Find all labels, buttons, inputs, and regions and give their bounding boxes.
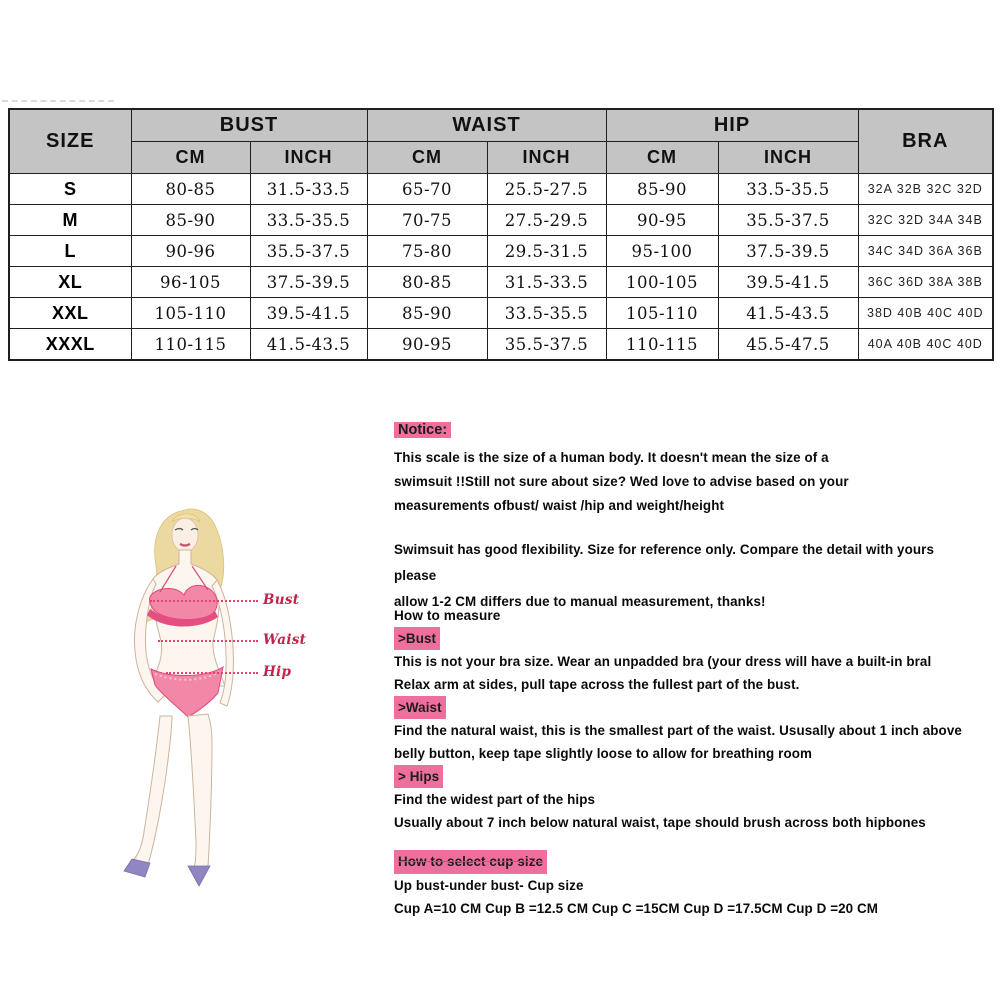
waist-label: Waist xyxy=(263,632,307,648)
size-row-L xyxy=(9,236,993,267)
size-cell: S xyxy=(9,174,131,205)
hip-cm-cell: 95-100 xyxy=(606,236,718,267)
waist-inch-cell: 35.5-37.5 xyxy=(487,329,606,361)
subheader-hip-inch: INCH xyxy=(718,142,858,174)
text-line: belly button, keep tape slightly loose to allow for breathing room xyxy=(394,746,813,761)
bust-measure-body xyxy=(394,650,980,696)
waist-measure-heading: >Waist xyxy=(394,696,446,719)
text-line: measurements ofbust/ waist /hip and weight/height xyxy=(394,498,725,513)
text-line: This is not your bra size. Wear an unpadded bra (your dress will have a built-in bral xyxy=(394,654,932,669)
dashed-line-decoration xyxy=(2,100,114,102)
subheader-bust-inch: INCH xyxy=(250,142,367,174)
size-cell: M xyxy=(9,205,131,236)
hip-inch-cell: 41.5-43.5 xyxy=(718,298,858,329)
how-to-measure-heading: How to measure xyxy=(394,608,501,623)
bust-cm-cell: 85-90 xyxy=(131,205,250,236)
hip-measure-line xyxy=(166,672,258,674)
fashion-sketch-drawing xyxy=(100,502,300,892)
bust-label: Bust xyxy=(263,592,300,608)
header-bra: BRA xyxy=(858,109,993,174)
notice-section xyxy=(394,422,980,518)
waist-inch-cell: 31.5-33.5 xyxy=(487,267,606,298)
text-line: Usually about 7 inch below natural waist, tape should brush across both hipbones xyxy=(394,815,926,830)
how-to-measure-section xyxy=(394,604,980,834)
header-hip: HIP xyxy=(606,109,858,142)
waist-inch-cell: 29.5-31.5 xyxy=(487,236,606,267)
hip-inch-cell: 33.5-35.5 xyxy=(718,174,858,205)
waist-cm-cell: 80-85 xyxy=(367,267,487,298)
hip-inch-cell: 45.5-47.5 xyxy=(718,329,858,361)
hips-measure-heading: > Hips xyxy=(394,765,443,788)
bust-cm-cell: 105-110 xyxy=(131,298,250,329)
waist-inch-cell: 25.5-27.5 xyxy=(487,174,606,205)
hip-cm-cell: 105-110 xyxy=(606,298,718,329)
text-line: Find the natural waist, this is the smallest part of the waist. Ususally about 1 inch above xyxy=(394,723,962,738)
text-line: Cup A=10 CM Cup B =12.5 CM Cup C =15CM Cup D =17.5CM Cup D =20 CM xyxy=(394,901,879,916)
subheader-hip-cm: CM xyxy=(606,142,718,174)
size-cell: XXXL xyxy=(9,329,131,361)
text-line: swimsuit !!Still not sure about size? Wed love to advise based on your xyxy=(394,474,849,489)
size-chart-table xyxy=(8,108,994,361)
waist-cm-cell: 65-70 xyxy=(367,174,487,205)
bust-measure-line xyxy=(150,600,258,602)
bust-measure-heading: >Bust xyxy=(394,627,440,650)
waist-measure-line xyxy=(158,640,258,642)
waist-cm-cell: 85-90 xyxy=(367,298,487,329)
bra-cell: 32C 32D 34A 34B xyxy=(858,205,993,236)
text-line: This scale is the size of a human body. It doesn't mean the size of a xyxy=(394,450,829,465)
hip-cm-cell: 110-115 xyxy=(606,329,718,361)
size-row-XXL xyxy=(9,298,993,329)
cup-size-section xyxy=(394,850,980,921)
bra-cell: 38D 40B 40C 40D xyxy=(858,298,993,329)
cup-size-heading: How to select cup size xyxy=(394,850,547,874)
bust-cm-cell: 80-85 xyxy=(131,174,250,205)
text-line: allow 1-2 CM differs due to manual measurement, thanks! xyxy=(394,594,766,609)
bust-inch-cell: 39.5-41.5 xyxy=(250,298,367,329)
size-row-M xyxy=(9,205,993,236)
notice-heading: Notice: xyxy=(394,422,451,438)
hip-cm-cell: 100-105 xyxy=(606,267,718,298)
waist-cm-cell: 75-80 xyxy=(367,236,487,267)
header-bust: BUST xyxy=(131,109,367,142)
cup-size-body xyxy=(394,874,980,921)
text-line: Up bust-under bust- Cup size xyxy=(394,877,584,893)
bust-inch-cell: 31.5-33.5 xyxy=(250,174,367,205)
bust-cm-cell: 110-115 xyxy=(131,329,250,361)
subheader-waist-cm: CM xyxy=(367,142,487,174)
hip-inch-cell: 35.5-37.5 xyxy=(718,205,858,236)
bra-cell: 36C 36D 38A 38B xyxy=(858,267,993,298)
bust-cm-cell: 90-96 xyxy=(131,236,250,267)
bra-cell: 40A 40B 40C 40D xyxy=(858,329,993,361)
bust-inch-cell: 41.5-43.5 xyxy=(250,329,367,361)
waist-measure-body xyxy=(394,719,980,765)
bust-inch-cell: 37.5-39.5 xyxy=(250,267,367,298)
bust-inch-cell: 35.5-37.5 xyxy=(250,236,367,267)
size-cell: XL xyxy=(9,267,131,298)
woman-measurement-figure xyxy=(100,502,300,892)
hip-label: Hip xyxy=(263,664,292,680)
subheader-bust-cm: CM xyxy=(131,142,250,174)
waist-inch-cell: 27.5-29.5 xyxy=(487,205,606,236)
bra-cell: 34C 34D 36A 36B xyxy=(858,236,993,267)
size-cell: L xyxy=(9,236,131,267)
notice-body xyxy=(394,446,980,518)
text-line: Swimsuit has good flexibility. Size for reference only. Compare the detail with yours please xyxy=(394,542,935,583)
waist-inch-cell: 33.5-35.5 xyxy=(487,298,606,329)
size-cell: XXL xyxy=(9,298,131,329)
size-row-S xyxy=(9,174,993,205)
hip-inch-cell: 39.5-41.5 xyxy=(718,267,858,298)
bust-cm-cell: 96-105 xyxy=(131,267,250,298)
size-row-XXXL xyxy=(9,329,993,361)
header-size: SIZE xyxy=(9,109,131,174)
hips-measure-body xyxy=(394,788,980,834)
text-line: Relax arm at sides, pull tape across the fullest part of the bust. xyxy=(394,677,800,692)
hip-cm-cell: 90-95 xyxy=(606,205,718,236)
waist-cm-cell: 70-75 xyxy=(367,205,487,236)
bust-inch-cell: 33.5-35.5 xyxy=(250,205,367,236)
hip-cm-cell: 85-90 xyxy=(606,174,718,205)
waist-cm-cell: 90-95 xyxy=(367,329,487,361)
header-waist: WAIST xyxy=(367,109,606,142)
size-row-XL xyxy=(9,267,993,298)
subheader-waist-inch: INCH xyxy=(487,142,606,174)
bra-cell: 32A 32B 32C 32D xyxy=(858,174,993,205)
hip-inch-cell: 37.5-39.5 xyxy=(718,236,858,267)
text-line: Find the widest part of the hips xyxy=(394,792,596,807)
